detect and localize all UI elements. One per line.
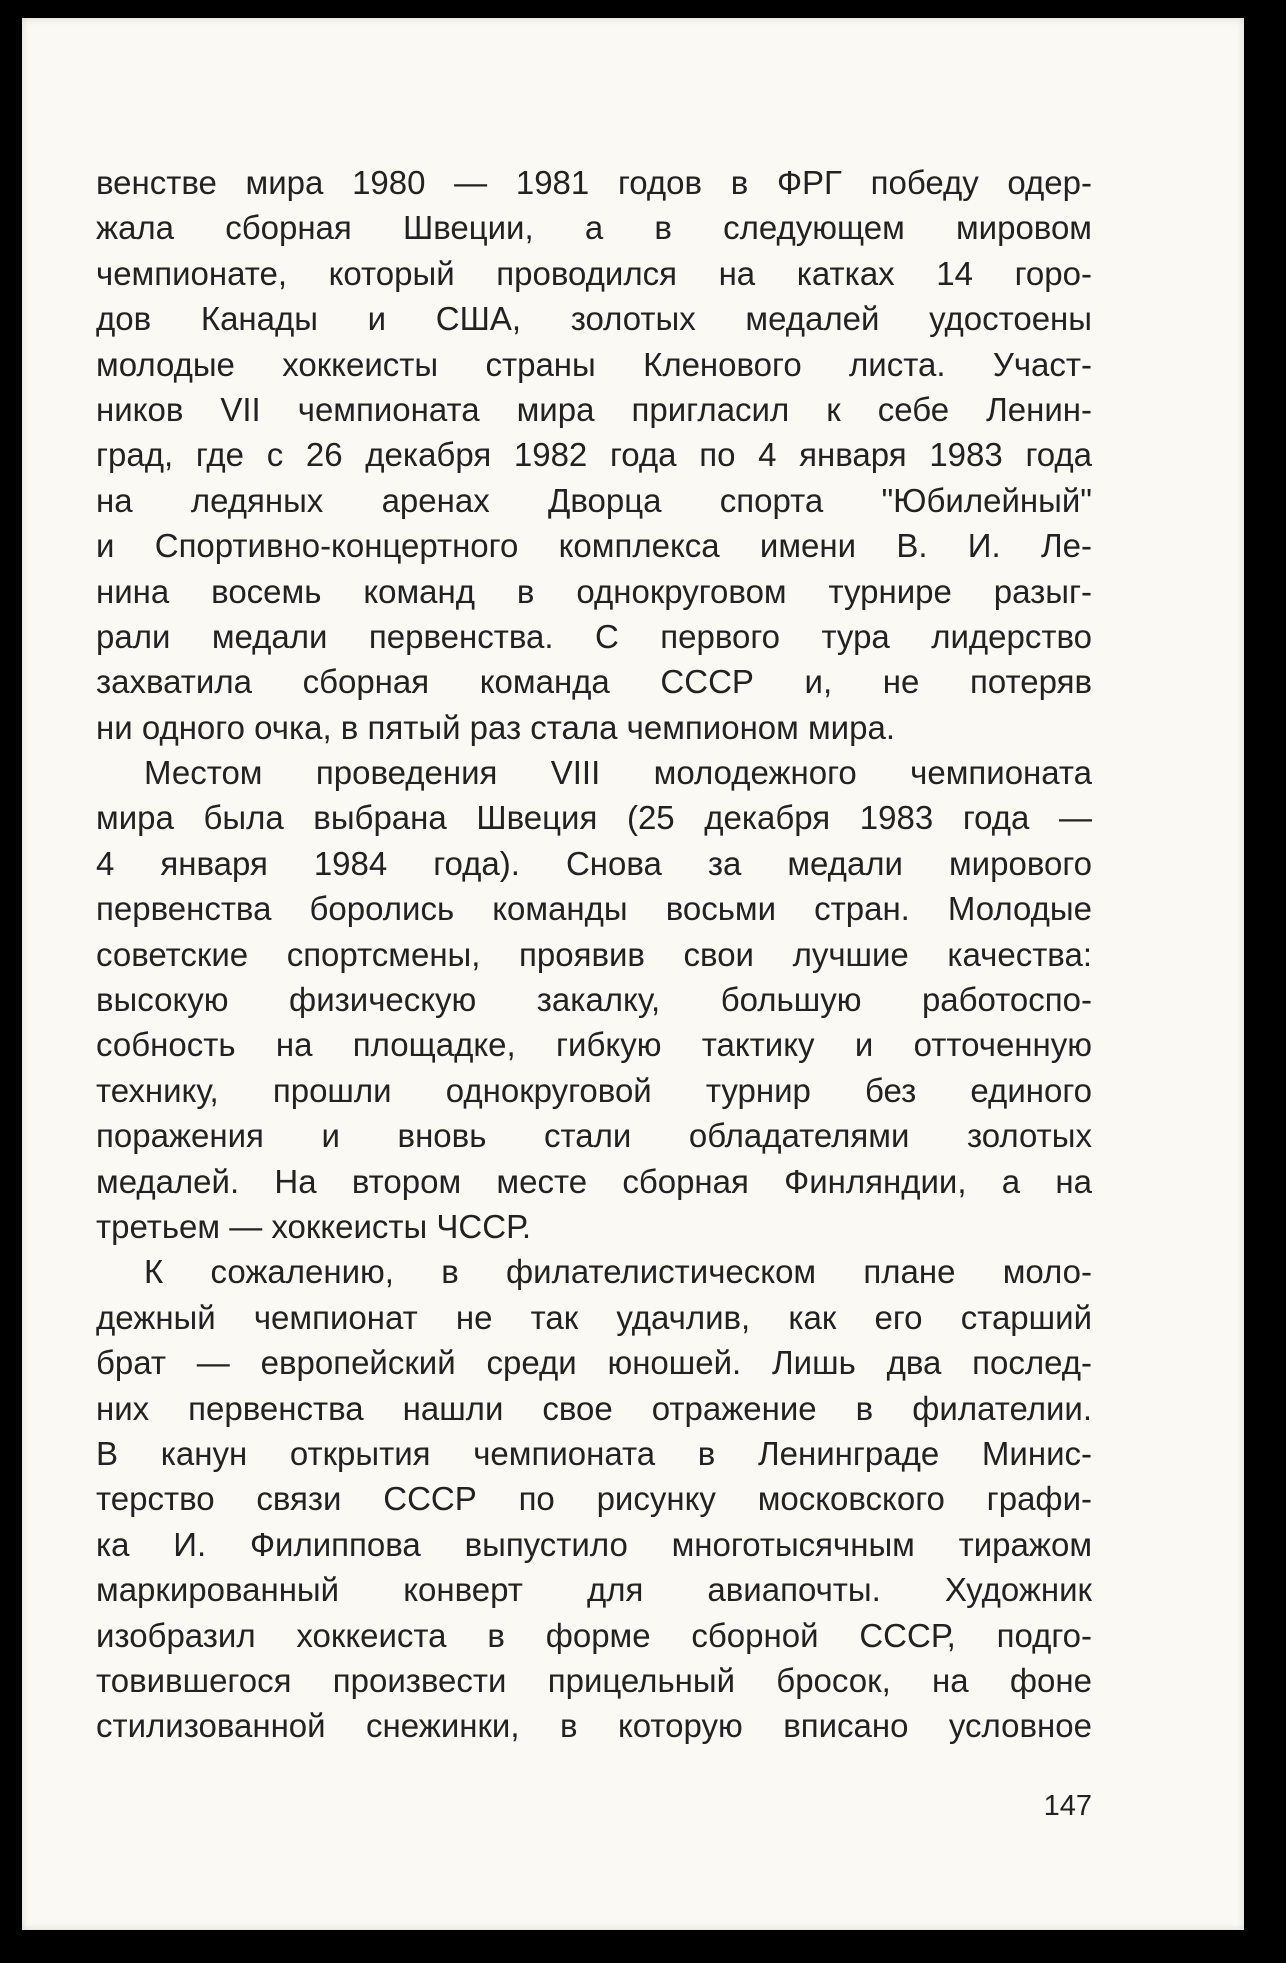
text-line: них первенства нашли свое отражение в филателии.	[96, 1389, 1092, 1427]
text-line: маркированный конверт для авиапочты. Художник	[96, 1571, 1092, 1609]
text-line: третьем — хоккеисты ЧССР.	[96, 1207, 532, 1245]
text-line: захватила сборная команда СССР и, не потеряв	[96, 663, 1092, 701]
text-line: и Спортивно-концертного комплекса имени В. И. Ле-	[96, 527, 1092, 565]
text-line: венстве мира 1980 — 1981 годов в ФРГ победу одер-	[96, 164, 1092, 201]
text-line: мира была выбрана Швеция (25 декабря 1983 года —	[96, 799, 1092, 837]
text-line: В канун открытия чемпионата в Ленинграде Минис-	[96, 1434, 1092, 1472]
text-line: брат — европейский среди юношей. Лишь два послед-	[96, 1344, 1092, 1382]
text-line: нина восемь команд в однокруговом турнире разыг-	[96, 572, 1092, 610]
text-line: жала сборная Швеции, а в следующем мировом	[96, 209, 1092, 247]
text-line: град, где с 26 декабря 1982 года по 4 января 1983 года	[96, 436, 1092, 474]
paragraph-start-line: Местом проведения VIII молодежного чемпионата	[144, 754, 1092, 792]
text-line: собность на площадке, гибкую тактику и отточенную	[96, 1026, 1092, 1064]
text-line: на ледяных аренах Дворца спорта "Юбилейный"	[96, 481, 1092, 519]
text-line: стилизованной снежинки, в которую вписано условное	[96, 1707, 1092, 1745]
text-line: товившегося произвести прицельный бросок, на фоне	[96, 1661, 1092, 1699]
text-line: ников VII чемпионата мира пригласил к себе Ленин-	[96, 390, 1092, 428]
text-line: первенства боролись команды восьми стран. Молодые	[96, 890, 1092, 928]
text-line: дов Канады и США, золотых медалей удостоены	[96, 300, 1092, 338]
text-line: молодые хоккеисты страны Кленового листа. Участ-	[96, 345, 1092, 383]
text-line: чемпионате, который проводился на катках 14 горо-	[96, 254, 1092, 292]
text-line: ни одного очка, в пятый раз стала чемпионом мира.	[96, 708, 895, 746]
text-line: поражения и вновь стали обладателями золотых	[96, 1117, 1092, 1155]
text-line: 4 января 1984 года). Снова за медали мирового	[96, 844, 1092, 882]
text-line: советские спортсмены, проявив свои лучшие качества:	[96, 935, 1092, 973]
text-line: дежный чемпионат не так удачлив, как его старший	[96, 1298, 1092, 1336]
text-line: терство связи СССР по рисунку московского графи-	[96, 1480, 1092, 1518]
text-line: технику, прошли однокруговой турнир без единого	[96, 1071, 1092, 1109]
body-text	[96, 160, 1092, 1749]
page-number: 147	[1043, 1790, 1092, 1822]
book-page	[22, 18, 1244, 1930]
text-line: высокую физическую закалку, большую работоспо-	[96, 981, 1092, 1019]
text-line: рали медали первенства. С первого тура лидерство	[96, 617, 1092, 655]
text-line: изобразил хоккеиста в форме сборной СССР, подго-	[96, 1616, 1092, 1654]
text-line: медалей. На втором месте сборная Финляндии, а на	[96, 1162, 1092, 1200]
text-line: ка И. Филиппова выпустило многотысячным тиражом	[96, 1525, 1092, 1563]
paragraph-start-line: К сожалению, в филателистическом плане моло-	[144, 1253, 1092, 1291]
